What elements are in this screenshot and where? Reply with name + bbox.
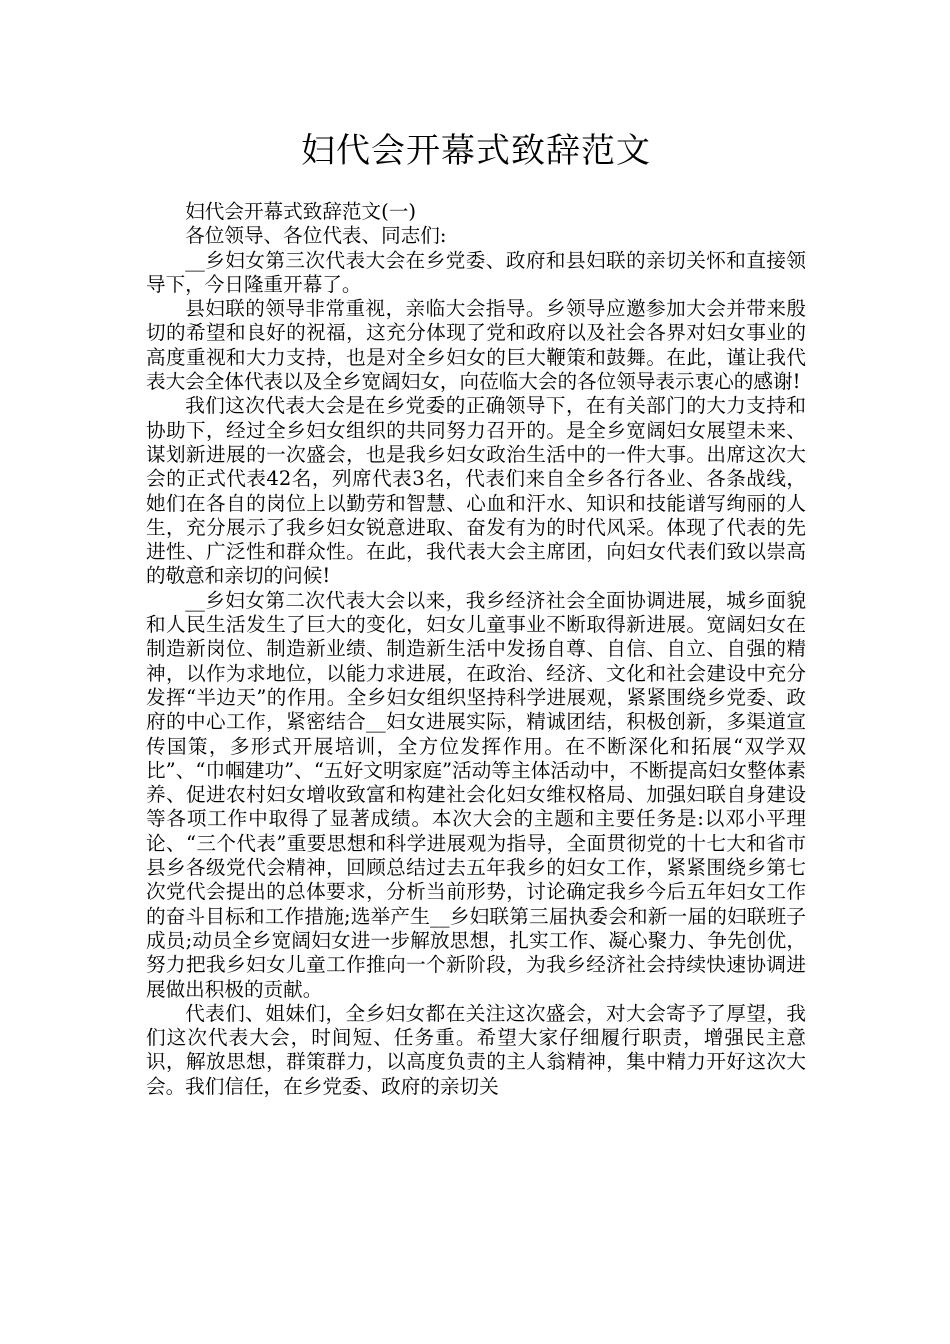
paragraph-thanks: 县妇联的领导非常重视，亲临大会指导。乡领导应邀参加大会并带来殷切的希望和良好的祝福，这充分体现了党和政府以及社会各界对妇女事业的高度重视和大力支持，也是对全乡妇女的巨大鞭策和鼓舞。在此，谨让我代表大会全体代表以及全乡宽阔妇女，向莅临大会的各位领导表示衷心的感谢! [146, 297, 806, 394]
paragraph-achievements: __乡妇女第二次代表大会以来，我乡经济社会全面协调进展，城乡面貌和人民生活发生了巨大的变化，妇女儿童事业不断取得新进展。宽阔妇女在制造新岗位、制造新业绩、制造新生活中发扬自尊、自信、自立、自强的精神，以作为求地位，以能力求进展，在政治、经济、文化和社会建设中充分发挥“半边天”的作用。全乡妇女组织坚持科学进展观，紧紧围绕乡党委、政府的中心工作，紧密结合__妇女进展实际，精诚团结，积极创新，多渠道宣传国策，多形式开展培训，全方位发挥作用。在不断深化和拓展“双学双比”、“巾帼建功”、“五好文明家庭”活动等主体活动中，不断提高妇女整体素养、促进农村妇女增收致富和构建社会化妇女维权格局、加强妇联自身建设等各项工作中取得了显著成绩。本次大会的主题和主要任务是:以邓小平理论、“三个代表”重要思想和科学进展观为指导，全面贯彻党的十七大和省市县乡各级党代会精神，回顾总结过去五年我乡的妇女工作，紧紧围绕乡第七次党代会提出的总体要求，分析当前形势，讨论确定我乡今后五年妇女工作的奋斗目标和工作措施;选举产生__乡妇联第三届执委会和新一届的妇联班子成员;动员全乡宽阔妇女进一步解放思想，扎实工作、凝心聚力、争先创优，努力把我乡妇女儿童工作推向一个新阶段，为我乡经济社会持续快速协调进展做出积极的贡献。 [146, 588, 806, 1001]
paragraph-congress-overview: 我们这次代表大会是在乡党委的正确领导下，在有关部门的大力支持和协助下，经过全乡妇女组织的共同努力召开的。是全乡宽阔妇女展望未来、谋划新进展的一次盛会，也是我乡妇女政治生活中的一件大事。出席这次大会的正式代表42名，列席代表3名，代表们来自全乡各行各业、各条战线，她们在各自的岗位上以勤劳和智慧、心血和汗水、知识和技能谱写绚丽的人生，充分展示了我乡妇女锐意进取、奋发有为的时代风采。体现了代表的先进性、广泛性和群众性。在此，我代表大会主席团，向妇女代表们致以崇高的敬意和亲切的问候! [146, 394, 806, 588]
document-body [146, 200, 806, 1099]
document-page [146, 0, 806, 1099]
paragraph-opening: __乡妇女第三次代表大会在乡党委、政府和县妇联的亲切关怀和直接领导下，今日隆重开幕了。 [146, 248, 806, 296]
paragraph-subtitle: 妇代会开幕式致辞范文(一) [185, 200, 417, 223]
paragraph-salutation: 各位领导、各位代表、同志们: [185, 224, 447, 248]
paragraph-appeal: 代表们、姐妹们，全乡妇女都在关注这次盛会，对大会寄予了厚望，我们这次代表大会，时间短、任务重。希望大家仔细履行职责，增强民主意识，解放思想，群策群力，以高度负责的主人翁精神，集中精力开好这次大会。我们信任，在乡党委、政府的亲切关 [146, 1001, 806, 1098]
document-title: 妇代会开幕式致辞范文 [301, 131, 651, 171]
